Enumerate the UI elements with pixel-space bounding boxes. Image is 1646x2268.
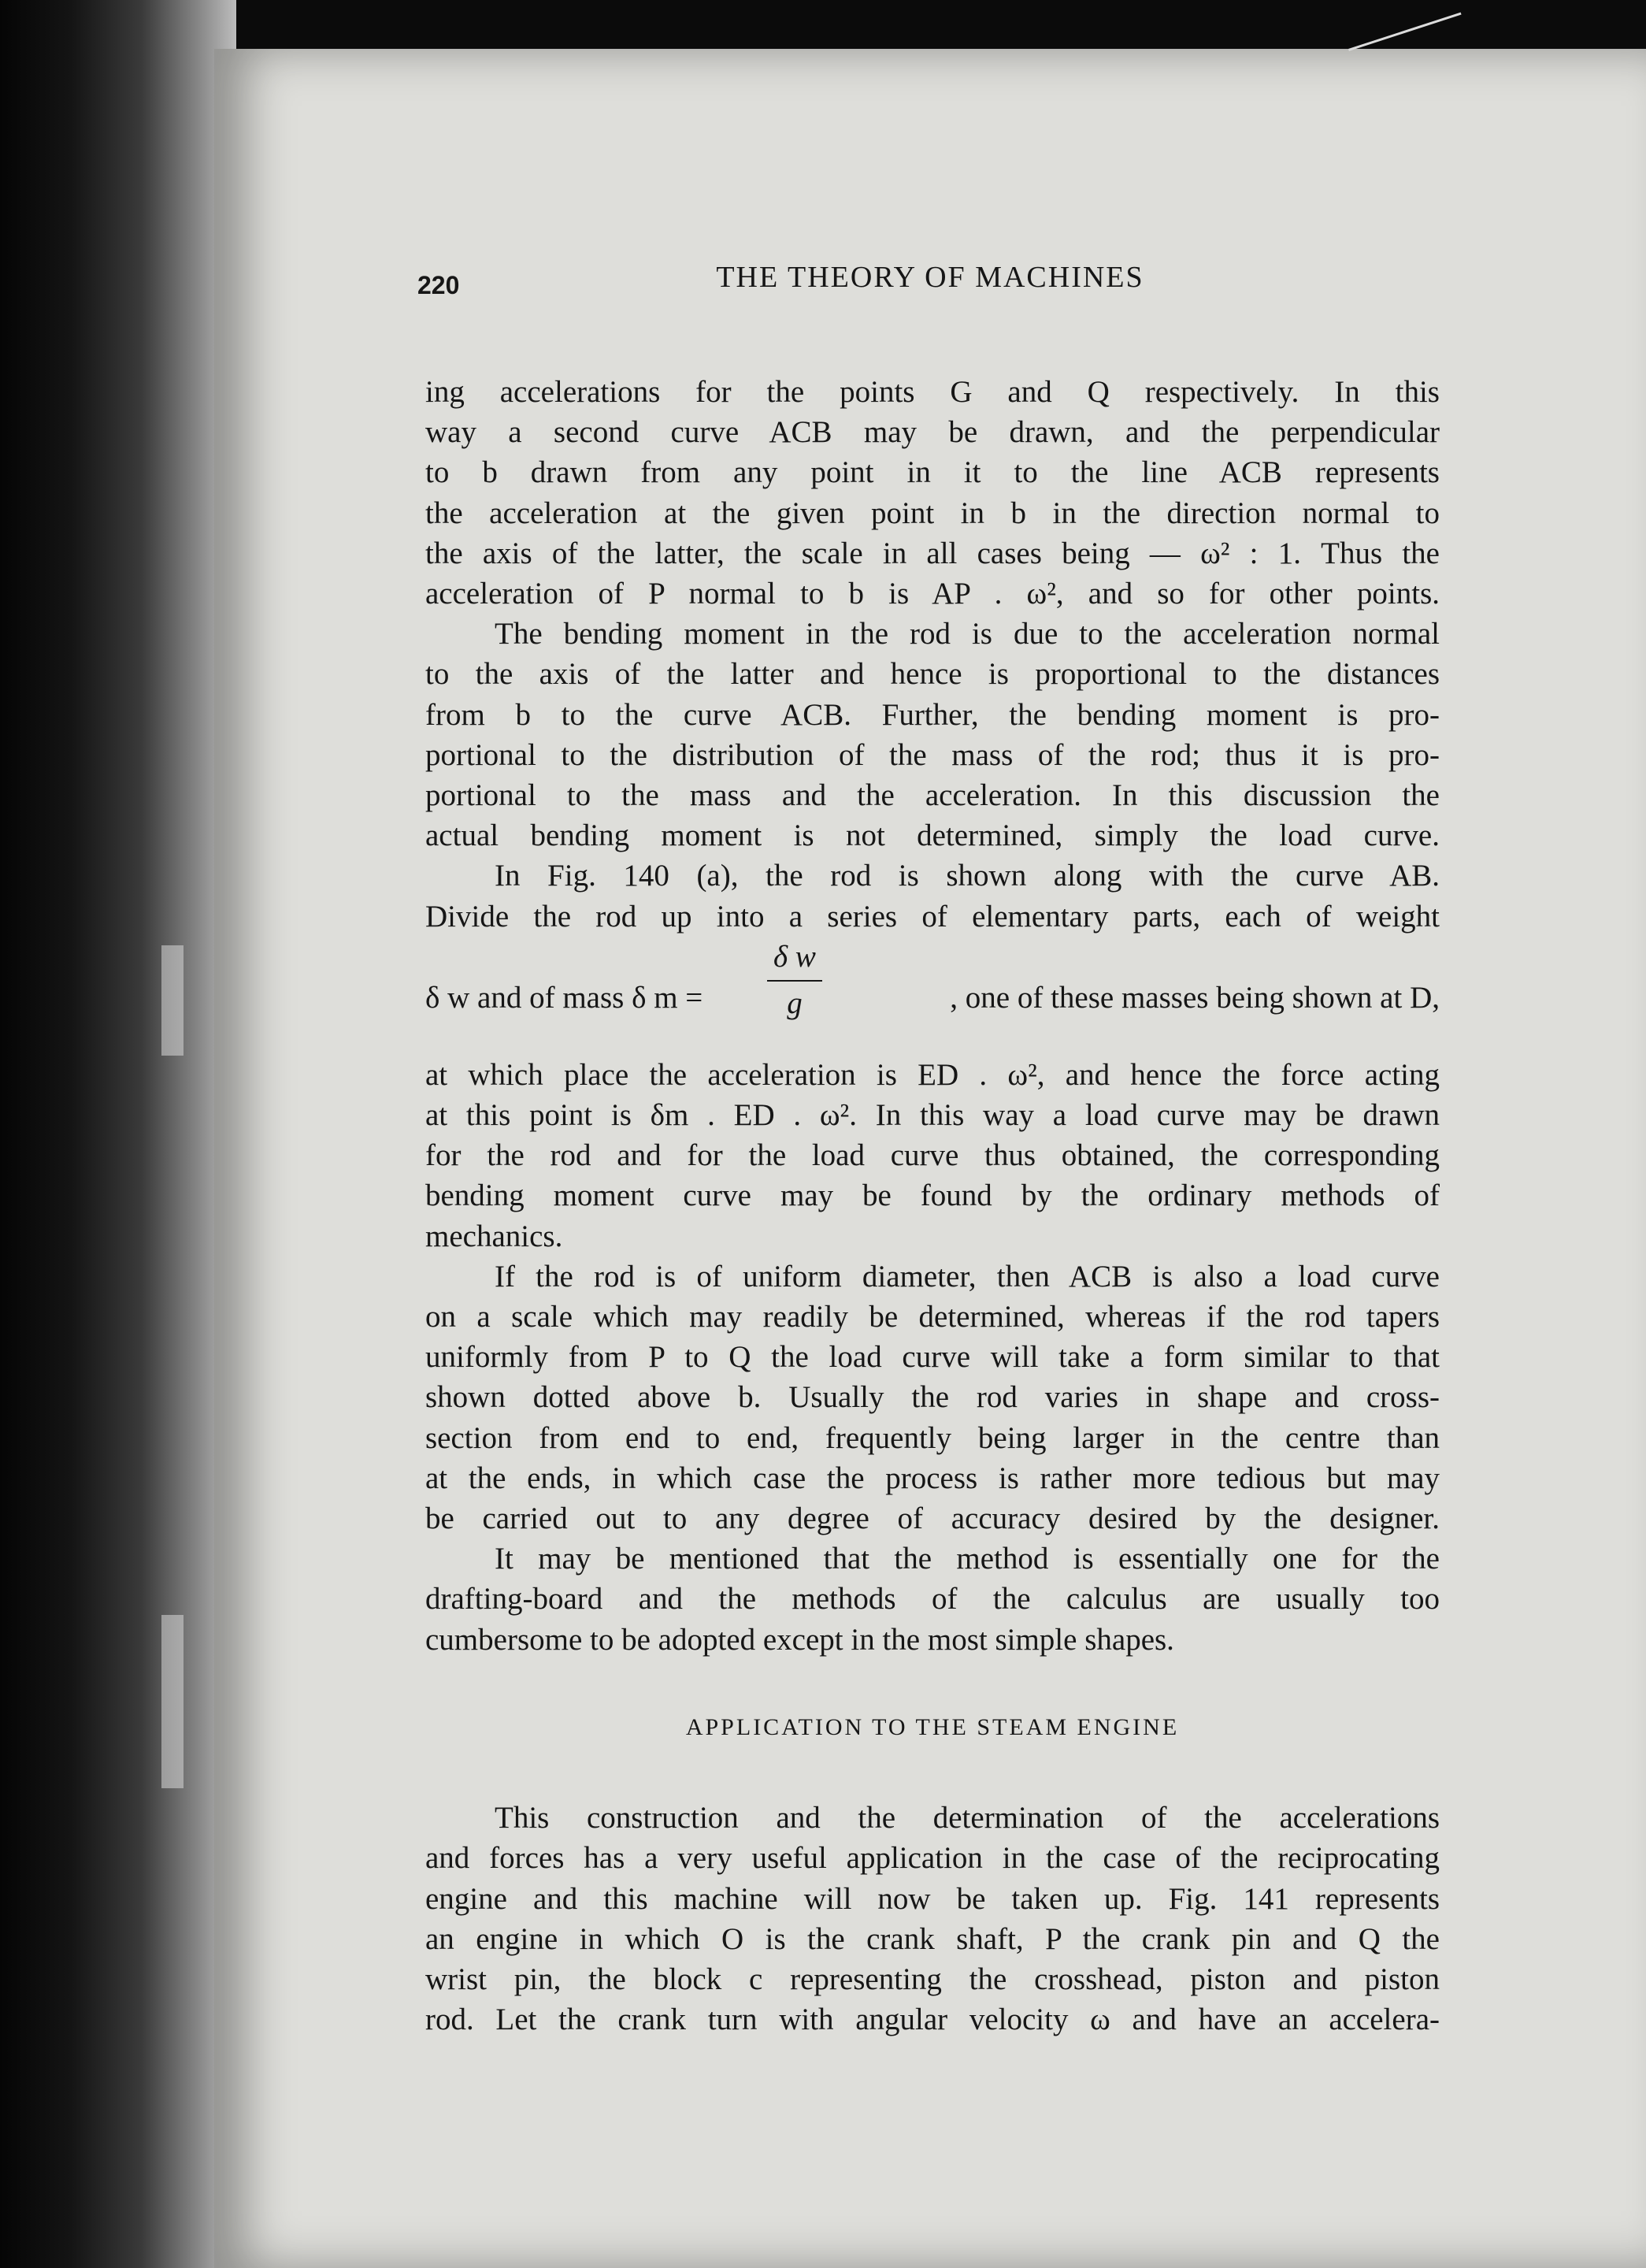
paragraph-6: [425, 1798, 1440, 2040]
text-line: be carried out to any degree of accuracy desired by the designer.: [425, 1501, 1440, 1536]
page-body: [425, 372, 1440, 2040]
text-line: In Fig. 140 (a), the rod is shown along with the curve AB.: [495, 859, 1440, 893]
text-line: section from end to end, frequently being larger in the centre than: [425, 1420, 1440, 1455]
text-line: shown dotted above b. Usually the rod varies in shape and cross-: [425, 1380, 1440, 1415]
text-line: on a scale which may readily be determined, whereas if the rod tapers: [425, 1300, 1440, 1334]
text-line: an engine in which O is the crank shaft, P the crank pin and Q the: [425, 1921, 1440, 1956]
fraction: [764, 937, 825, 1021]
text-line: If the rod is of uniform diameter, then ACB is also a load curve: [495, 1259, 1440, 1294]
paragraph-4: [425, 1256, 1440, 1539]
text-line: the axis of the latter, the scale in all cases being — ω² : 1. Thus the: [425, 536, 1440, 570]
paragraph-5: [425, 1539, 1440, 1660]
text-line: bending moment curve may be found by the ordinary methods of: [425, 1179, 1440, 1213]
text-line: way a second curve ACB may be drawn, and the perpendicular: [425, 415, 1440, 450]
page-number: 220: [417, 271, 460, 299]
edge-mark: [1348, 13, 1466, 65]
book-page: [214, 49, 1646, 2268]
text-line: the acceleration at the given point in b in the direction normal to: [425, 496, 1440, 530]
spine-highlight: [161, 945, 184, 1056]
text-line: Divide the rod up into a series of elementary parts, each of weight: [425, 899, 1440, 934]
text-line: actual bending moment is not determined, simply the load curve.: [425, 818, 1440, 853]
paragraph-3: [425, 856, 1440, 1256]
text-line: rod. Let the crank turn with angular velocity ω and have an accelera-: [425, 2003, 1440, 2037]
fraction-numerator: δ w: [773, 939, 816, 974]
text-line: portional to the mass and the acceleration. In this discussion the: [425, 778, 1440, 813]
text-line: at which place the acceleration is ED . ω², and hence the force acting: [425, 1057, 1440, 1092]
paragraph-2: [425, 614, 1440, 856]
fraction-bar: [767, 980, 822, 982]
text-line: to b drawn from any point in it to the line ACB represents: [425, 455, 1440, 490]
fraction-line: [425, 937, 1440, 1055]
text-line: to the axis of the latter and hence is proportional to the distances: [425, 657, 1440, 692]
text-line: and forces has a very useful application in the case of the reciprocating: [425, 1841, 1440, 1876]
text-line: ing accelerations for the points G and Q respectively. In this: [425, 375, 1440, 409]
text-line: This construction and the determination of the accelerations: [495, 1801, 1440, 1836]
book-spine-shadow: [0, 0, 236, 2268]
text-line: cumbersome to be adopted except in the most simple shapes.: [425, 1622, 1174, 1657]
text-line: at this point is δm . ED . ω². In this way a load curve may be drawn: [425, 1098, 1440, 1133]
text-line: It may be mentioned that the method is essentially one for the: [495, 1542, 1440, 1576]
text-line: mechanics.: [425, 1219, 563, 1253]
running-head: THE THEORY OF MACHINES: [716, 261, 1144, 294]
text-line: for the rod and for the load curve thus obtained, the corresponding: [425, 1138, 1440, 1173]
spine-highlight: [161, 1615, 184, 1788]
text-line: uniformly from P to Q the load curve will take a form similar to that: [425, 1340, 1440, 1375]
text-line: engine and this machine will now be taken up. Fig. 141 represents: [425, 1881, 1440, 1916]
text-line: at the ends, in which case the process is rather more tedious but may: [425, 1461, 1440, 1495]
text-line: from b to the curve ACB. Further, the bending moment is pro-: [425, 697, 1440, 732]
text-line: wrist pin, the block c representing the crosshead, piston and piston: [425, 1962, 1440, 1996]
text-line: The bending moment in the rod is due to the acceleration normal: [495, 617, 1440, 651]
text-line: acceleration of P normal to b is AP . ω², and so for other points.: [425, 577, 1440, 611]
paragraph-1: [425, 372, 1440, 614]
fraction-denominator: g: [787, 986, 803, 1020]
text-line: drafting-board and the methods of the calculus are usually too: [425, 1582, 1440, 1617]
fraction-tail-text: , one of these masses being shown at D,: [950, 980, 1440, 1015]
text-line: portional to the distribution of the mass of the rod; thus it is pro-: [425, 737, 1440, 772]
fraction-lead-text: δ w and of mass δ m =: [425, 980, 703, 1015]
section-heading: APPLICATION TO THE STEAM ENGINE: [685, 1713, 1180, 1740]
